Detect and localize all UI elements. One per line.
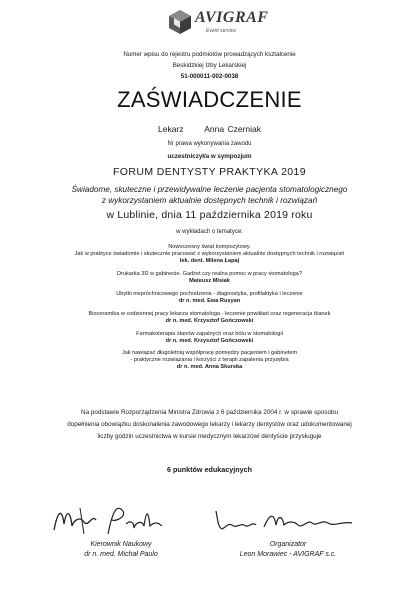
avigraf-cube-logo-icon [168,9,192,35]
avigraf-logo [168,8,269,38]
lecture-5-topic-1: Farmakoterapia stanów zapalnych oraz bólu w stomatologii [136,331,283,337]
registry-number: 51-000011-002-0038 [180,73,239,80]
logo-tagline: Event service [206,28,237,34]
recipient-role: Lekarz [157,124,184,134]
lecture-6-speaker: dr n. med. Anna Skurska [176,364,243,370]
legal-line-3: liczby godzin uczestnictwa w kursie medycznym lekarzowi dentyście przysługuje [97,433,322,440]
lecture-5-speaker: dr n. med. Krzysztof Gończowski [165,338,254,344]
lecture-2-speaker: Mateusz Misiak [189,278,230,284]
lectures-intro: w wykładach o tematyce: [176,229,243,235]
lecture-1-speaker: lek. dent. Milena Łapaj [179,258,240,264]
signature-right-role: Organizator [269,541,307,548]
event-name: FORUM DENTYSTY PRAKTYKA 2019 [112,166,307,178]
participation-text: uczestniczył/a w sympozjum [167,153,252,160]
education-points: 6 punktów edukacyjnych [166,465,253,474]
lecture-3-speaker: dr n. med. Ewa Rusyan [178,298,241,304]
signature-right-name: Leon Morawiec - AVIGRAF s.c. [239,551,337,558]
lecture-2-topic-1: Drukarka 3D w gabinecie. Gadżet czy realna pomoc w pracy stomatologa? [117,271,302,277]
lecture-3-topic-1: Ubytki niepróchnicowego pochodzenia - diagnostyka, profilaktyka i leczenie [116,291,303,297]
recipient [0,124,419,134]
event-subtitle-line2: z wykorzystaniem aktualnie dostępnych technik i rozwiązań [101,196,318,205]
legal-line-1: Na podstawie Rozporządzenia Ministra Zdrowia z 6 października 2004 r. w sprawie sposobu [81,409,338,416]
recipient-name: Anna Czerniak [204,124,262,134]
lecture-1-topic-1: Nowoczesny świat kompozytowy. [168,244,251,250]
event-subtitle-line1: Świadome, skuteczne i przewidywalne leczenie pacjenta stomatologicznego [71,185,348,194]
registry-line: Numer wpisu do rejestru podmiotów prowadzących kształcenie [123,51,296,58]
license-label: Nr prawa wykonywania zawodu [167,141,252,147]
logo-name: AVIGRAF [195,9,269,26]
certificate-title: ZAŚWIADCZENIE [117,87,302,112]
signature-right-icon [212,505,362,535]
lecture-6-topic-2: - praktyczne rozwiązania i korzyści z terapii zapalenia przyzębia [130,357,289,363]
signature-left-role: Kierownik Naukowy [90,541,152,548]
lecture-1-topic-2: Jak w praktyce świadomie i skutecznie pracować z wykorzystaniem aktualnie dostępnych technik i rozwiązań [74,251,345,257]
lecture-4-speaker: dr n. med. Krzysztof Gończowski [165,318,254,324]
signature-left-name: dr n. med. Michał Paulo [84,551,158,558]
signature-left-icon [50,500,190,540]
lecture-4-topic-1: Bioceramika w codziennej pracy lekarza stomatologa - leczenie powikłań oraz regeneracja tkanek [88,311,331,317]
legal-line-2: dopełnienia obowiązku doskonalenia zawodowego lekarzy i lekarzy dentystów oraz udokumentowanej [67,421,352,428]
lecture-6-topic-1: Jak nawiązać długoletnią współpracę pomiędzy pacjentem i gabinetem [121,350,298,356]
event-place-date: w Lublinie, dnia 11 października 2019 roku [106,209,313,221]
chamber-name: Beskidzkiej Izby Lekarskiej [172,62,247,69]
